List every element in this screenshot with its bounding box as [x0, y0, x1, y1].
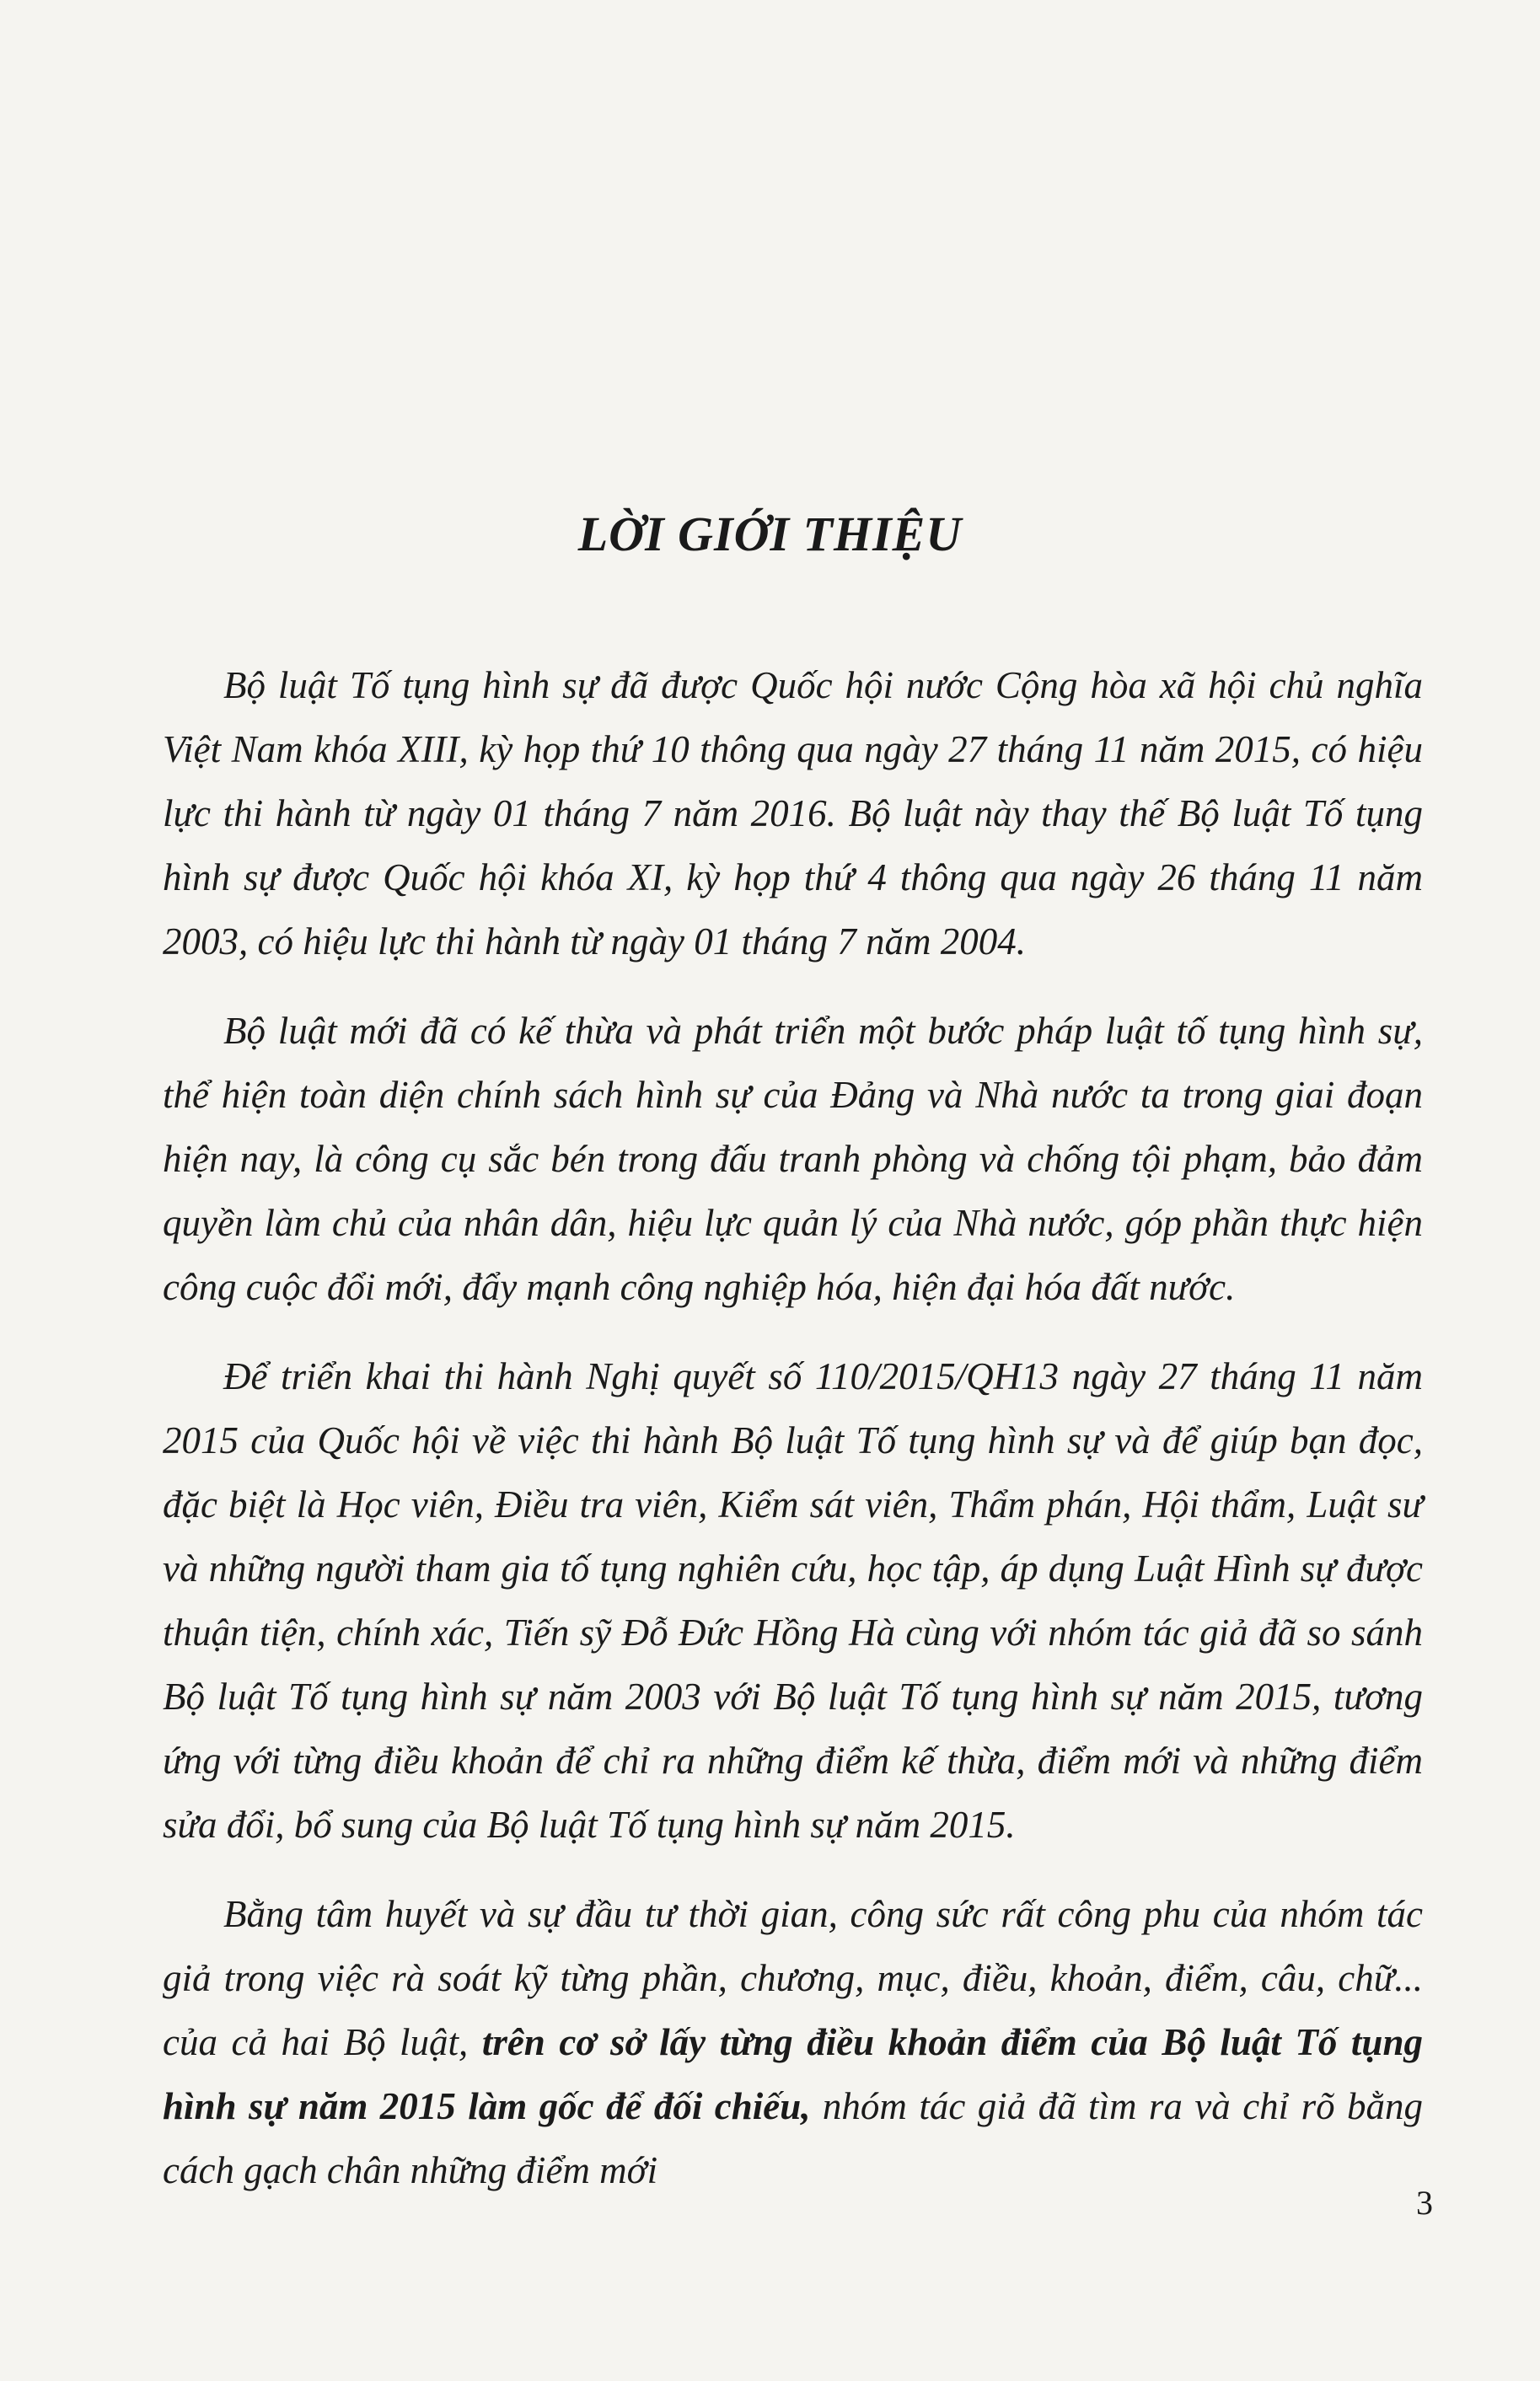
body-text [163, 653, 1423, 2228]
paragraph-4-start: Bằng tâm huyết và sự đầu tư thời gian, công sức rất công phu của nhóm tác giả trong việc rà soát kỹ từng phần, chương, mục, điều, khoản, điểm, câu, chữ... của cả hai Bộ luật, [163, 1893, 1423, 2063]
paragraph-4-emphasis: trên cơ sở lấy từng điều khoản điểm của Bộ luật Tố tụng hình sự năm 2015 làm gốc để đối chiếu, [163, 2021, 1423, 2127]
paragraph-3: Để triển khai thi hành Nghị quyết số 110/2015/QH13 ngày 27 tháng 11 năm 2015 của Quốc hội về việc thi hành Bộ luật Tố tụng hình sự và để giúp bạn đọc, đặc biệt là Học viên, Điều tra viên, Kiểm sát viên, Thẩm phán, Hội thẩm, Luật sư và những người tham gia tố tụng nghiên cứu, học tập, áp dụng Luật Hình sự được thuận tiện, chính xác, Tiến sỹ Đỗ Đức Hồng Hà cùng với nhóm tác giả đã so sánh Bộ luật Tố tụng hình sự năm 2003 với Bộ luật Tố tụng hình sự năm 2015, tương ứng với từng điều khoản để chỉ ra những điểm kế thừa, điểm mới và những điểm sửa đổi, bổ sung của Bộ luật Tố tụng hình sự năm 2015. [163, 1355, 1423, 1846]
page-number: 3 [1416, 2184, 1433, 2222]
paragraph-4 [163, 1882, 1423, 2202]
paragraph-4-end: nhóm tác giả đã tìm ra và chỉ rõ bằng cách gạch chân những điểm mới [163, 2085, 1423, 2191]
paragraph-1: Bộ luật Tố tụng hình sự đã được Quốc hội nước Cộng hòa xã hội chủ nghĩa Việt Nam khóa XIII, kỳ họp thứ 10 thông qua ngày 27 tháng 11 năm 2015, có hiệu lực thi hành từ ngày 01 tháng 7 năm 2016. Bộ luật này thay thế Bộ luật Tố tụng hình sự được Quốc hội khóa XI, kỳ họp thứ 4 thông qua ngày 26 tháng 11 năm 2003, có hiệu lực thi hành từ ngày 01 tháng 7 năm 2004. [163, 664, 1423, 963]
page-title: LỜI GIỚI THIỆU [577, 507, 963, 561]
paragraph-2: Bộ luật mới đã có kế thừa và phát triển một bước pháp luật tố tụng hình sự, thể hiện toàn diện chính sách hình sự của Đảng và Nhà nước ta trong giai đoạn hiện nay, là công cụ sắc bén trong đấu tranh phòng và chống tội phạm, bảo đảm quyền làm chủ của nhân dân, hiệu lực quản lý của Nhà nước, góp phần thực hiện công cuộc đổi mới, đẩy mạnh công nghiệp hóa, hiện đại hóa đất nước. [163, 1010, 1423, 1308]
